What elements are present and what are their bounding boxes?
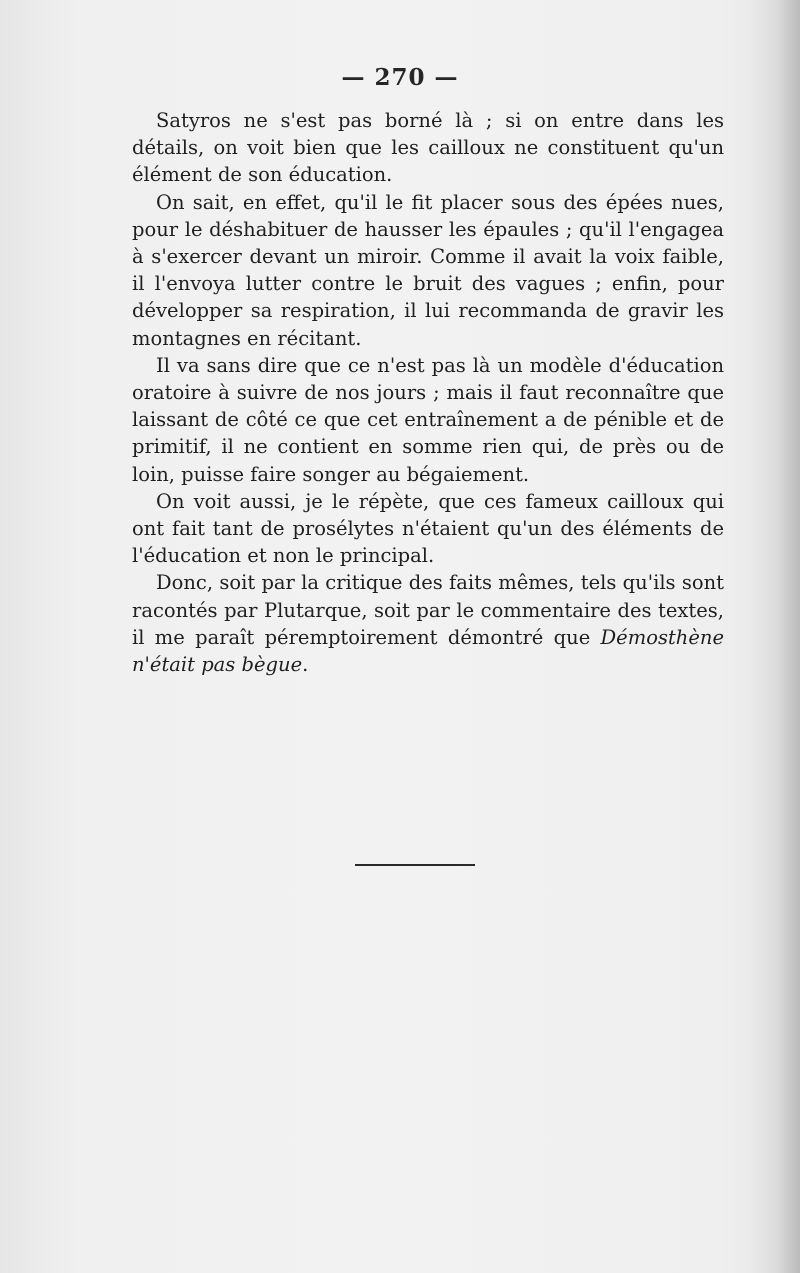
- paragraph-5: [132, 569, 724, 678]
- paragraph-5-italic: Démosthène n'était pas bègue: [132, 625, 724, 677]
- paragraph-5-text: Donc, soit par la critique des faits mêmes, tels qu'ils sont racontés par Plutarque, soit par le commentaire des textes, il me paraît péremptoirement démontré que: [132, 571, 724, 649]
- page-number: — 270 —: [341, 64, 459, 91]
- paragraph-4: On voit aussi, je le répète, que ces fameux cailloux qui ont fait tant de prosélytes n'étaient qu'un des éléments de l'éducation et non le principal.: [132, 489, 724, 568]
- paragraph-3: Il va sans dire que ce n'est pas là un modèle d'éducation oratoire à suivre de nos jours ; mais il faut reconnaître que laissant de côté ce que cet entraînement a de pénible et de primitif, il ne contient en somme rien qui, de près ou de loin, puisse faire songer au bégaiement.: [132, 353, 724, 486]
- paragraph-1: Satyros ne s'est pas borné là ; si on entre dans les détails, on voit bien que les cailloux ne constituent qu'un élément de son éducation.: [132, 109, 724, 187]
- page-edge-shadow: [750, 0, 800, 1273]
- paragraph-2: On sait, en effet, qu'il le fit placer sous des épées nues, pour le déshabituer de hausser les épaules ; qu'il l'engagea à s'exercer devant un miroir. Comme il avait la voix faible, il l'envoya lutter contre le bruit des vagues ; enfin, pour développer sa respiration, il lui recommanda de gravir les montagnes en récitant.: [132, 190, 724, 350]
- body-text: [132, 107, 724, 678]
- section-end-rule: [355, 864, 475, 866]
- paragraph-5-end: .: [302, 653, 309, 677]
